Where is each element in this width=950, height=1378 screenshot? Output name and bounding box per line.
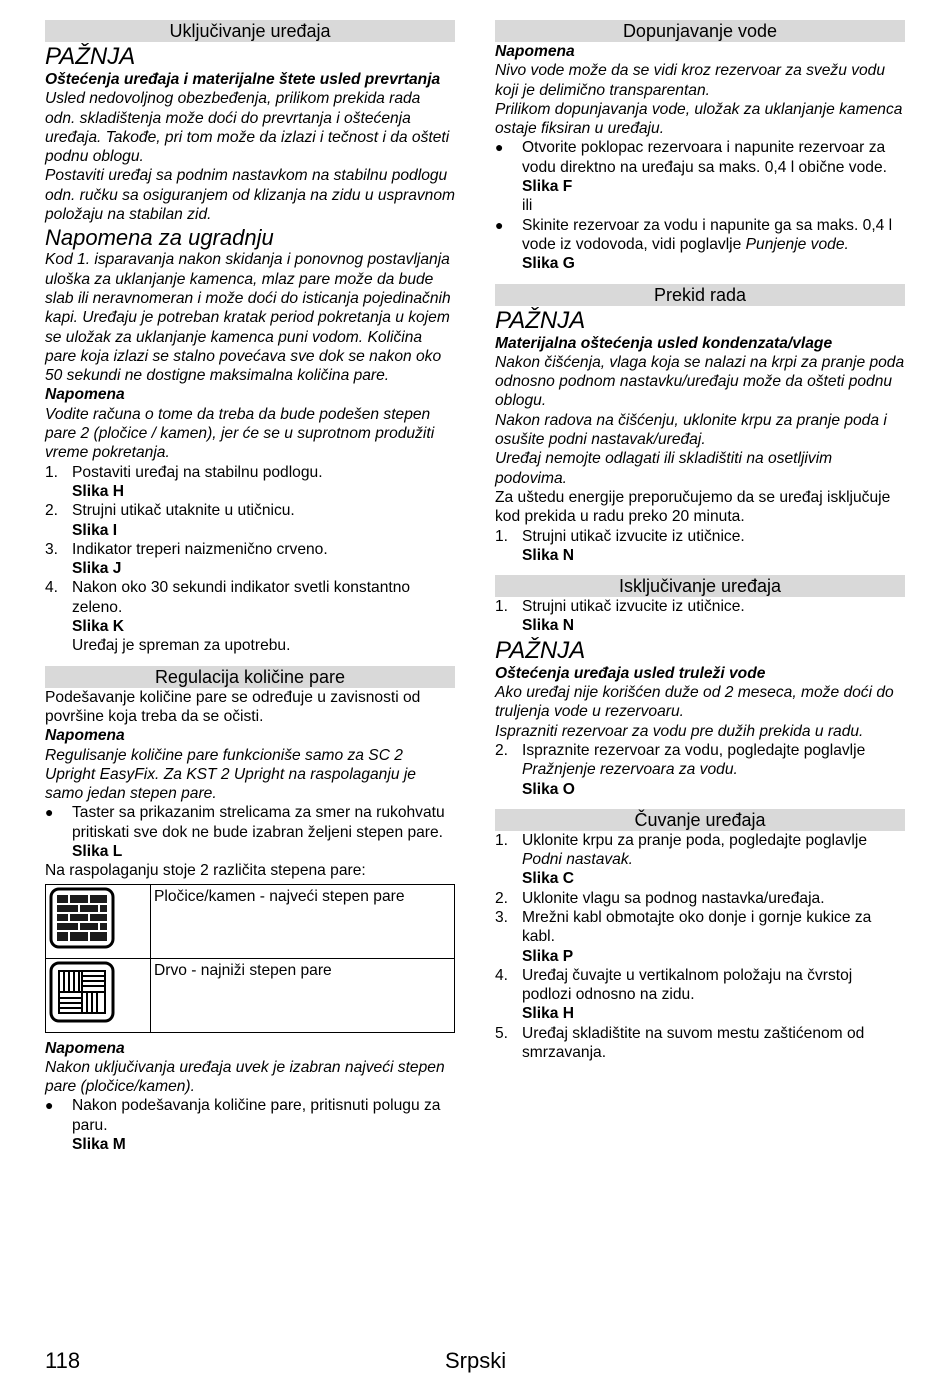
figure-ref: Slika L — [72, 842, 123, 860]
bullet-item: ● Taster sa prikazanim strelicama za smer na rukohvatu pritiskati sve dok ne bude izabran željeni stepen pare. Slika L — [45, 803, 455, 861]
figure-ref: Slika M — [72, 1136, 126, 1154]
section-heading-switch-on: Uključivanje uređaja — [45, 20, 455, 42]
right-column — [495, 20, 905, 1062]
note-label: Napomena — [45, 1039, 125, 1057]
figure-ref: Slika P — [522, 947, 574, 965]
bullet-icon: ● — [495, 139, 504, 156]
figure-ref: Slika K — [72, 618, 125, 636]
warning-text: Uređaj nemojte odlagati ili skladištiti na osetljivim podovima. — [495, 450, 833, 487]
figure-ref: Slika I — [72, 521, 118, 539]
list-item: 1. Uklonite krpu za pranje poda, pogledajte poglavlje Podni nastavak. Slika C — [495, 831, 905, 889]
bullet-icon: ● — [45, 1097, 54, 1114]
figure-ref: Slika N — [522, 617, 575, 635]
paragraph: Za uštedu energije preporučujemo da se uređaj isključuje kod prekida u radu preko 20 minuta. — [495, 488, 891, 526]
list-item: 4. Nakon oko 30 sekundi indikator svetli konstantno zeleno. Slika K Uređaj je spreman za upotrebu. — [45, 578, 455, 655]
list-item: 3. Mrežni kabl obmotajte oko donje i gornje kukice za kabl. Slika P — [495, 908, 905, 966]
steam-levels-table — [45, 884, 455, 1033]
figure-ref: Slika H — [72, 482, 125, 500]
figure-ref: Slika F — [522, 178, 573, 196]
installation-note-heading: Napomena za ugradnju — [45, 225, 274, 251]
note-text: Vodite računa o tome da treba da bude podešen stepen pare 2 (pločice / kamen), jer će se u suprotnom produžiti vreme pokretanja. — [45, 405, 435, 462]
installation-note-text: Kod 1. isparavanja nakon skidanja i ponovnog postavljanja uloška za uklanjanje kamenca, mlaz pare može da bude slab ili neravnomeran i može doći do isticanja pojedinačnih kapi. Uređaju je potreban kratak period pokretanja u kojem se uložak za uklanjanje kamenca puni vodom. Količina pare koja izlazi se stalno povećava sve dok se nakon oko 50 sekundi ne dostigne maksimalna količina pare. — [45, 251, 451, 385]
section-heading-switch-off: Isključivanje uređaja — [495, 575, 905, 597]
note-text: Nivo vode može da se vidi kroz rezervoar za svežu vodu koji je delimično transparentan. — [495, 62, 886, 99]
note-label: Napomena — [495, 43, 575, 60]
warning-title: Materijalna oštećenja usled kondenzata/vlage — [495, 334, 833, 352]
tiles-stone-icon — [46, 884, 151, 958]
bullet-item: ● Skinite rezervoar za vodu i napunite ga sa maks. 0,4 l vode iz vodovoda, vidi poglavlje Punjenje vode. Slika G — [495, 216, 905, 274]
wood-icon — [46, 958, 151, 1032]
section-heading-storage: Čuvanje uređaja — [495, 809, 905, 831]
list-item: 3. Indikator treperi naizmenično crveno. Slika J — [45, 540, 455, 579]
paragraph: Podešavanje količine pare se određuje u zavisnosti od površine koja treba da se očisti. — [45, 688, 421, 725]
list-item: 2. Ispraznite rezervoar za vodu, pogledajte poglavlje Pražnjenje rezervoara za vodu. Slika O — [495, 741, 905, 799]
note-text: Nakon uključivanja uređaja uvek je izabran najveći stepen pare (pločice/kamen). — [45, 1058, 445, 1096]
warning-title: Oštećenja uređaja i materijalne štete usled prevrtanja — [45, 71, 441, 88]
bullet-item: ● Nakon podešavanja količine pare, pritisnuti polugu za paru. Slika M — [45, 1096, 455, 1154]
warning-heading: PAŽNJA — [45, 43, 136, 70]
list-item: 1. Strujni utikač izvucite iz utičnice. Slika N — [495, 597, 905, 636]
bullet-icon: ● — [495, 216, 504, 233]
note-text: Prilikom dopunjavanja vode, uložak za uklanjanje kamenca ostaje fiksiran u uređaju. — [495, 100, 903, 138]
figure-ref: Slika H — [522, 1005, 575, 1023]
paragraph: Na raspolaganju stoje 2 različita stepena pare: — [45, 862, 366, 880]
section-heading-steam-regulation: Regulacija količine pare — [45, 666, 455, 688]
table-row — [46, 958, 455, 1032]
page-language: Srpski — [445, 1348, 507, 1373]
note-label: Napomena — [45, 386, 125, 404]
figure-ref: Slika O — [522, 780, 575, 798]
left-column — [45, 20, 455, 1154]
warning-text: Isprazniti rezervoar za vodu pre dužih prekida u radu. — [495, 722, 864, 740]
note-text: Regulisanje količine pare funkcioniše samo za SC 2 Upright EasyFix. Za KST 2 Upright na raspolaganju je samo jedan stepen pare. — [45, 746, 416, 803]
level-description: Drvo - najniži stepen pare — [151, 958, 455, 1032]
warning-text: Nakon čišćenja, vlaga koja se nalazi na krpi za pranje poda odnosno podnom nastavku/uređaju može da ošteti podnu oblogu. — [495, 353, 905, 410]
warning-text: Usled nedovoljnog obezbeđenja, prilikom prekida rada odn. skladištenja može doći do prevrtanja i oštećenja uređaja. Takođe, pri tom može da izlazi i tečnost i da ošteti podnu oblogu. — [45, 90, 450, 166]
warning-heading: PAŽNJA — [495, 636, 586, 664]
bullet-item: ● Otvorite poklopac rezervoara i napunite rezervoar za vodu direktno na uređaju sa maks. 0,4 l obične vode. Slika F ili — [495, 138, 905, 215]
figure-ref: Slika C — [522, 870, 575, 888]
section-heading-work-pause: Prekid rada — [495, 284, 905, 306]
warning-text: Nakon radova na čišćenju, uklonite krpu za pranje poda i osušite podni nastavak/uređaj. — [495, 411, 887, 449]
figure-ref: Slika J — [72, 560, 122, 578]
list-item: 2. Strujni utikač utaknite u utičnicu. Slika I — [45, 501, 455, 540]
warning-heading: PAŽNJA — [495, 306, 586, 334]
figure-ref: Slika G — [522, 255, 575, 273]
list-item: 2. Uklonite vlagu sa podnog nastavka/uređaja. — [495, 889, 825, 907]
figure-ref: Slika N — [522, 546, 575, 564]
warning-title: Oštećenja uređaja usled truleži vode — [495, 664, 766, 682]
list-item: 4. Uređaj čuvajte u vertikalnom položaju na čvrstoj podlozi odnosno na zidu. Slika H — [495, 966, 905, 1024]
section-heading-refill-water: Dopunjavanje vode — [495, 20, 905, 42]
list-item: 1. Strujni utikač izvucite iz utičnice. Slika N — [495, 527, 905, 566]
warning-text: Ako uređaj nije korišćen duže od 2 meseca, može doći do truljenja vode u rezervoaru. — [495, 684, 894, 721]
list-item: 5. Uređaj skladištite na suvom mestu zaštićenom od smrzavanja. — [495, 1024, 865, 1062]
bullet-icon: ● — [45, 804, 54, 821]
warning-text: Postaviti uređaj sa podnim nastavkom na stabilnu podlogu odn. ručku sa osiguranjem od klizanja na zidu u uspravnom položaju na stabilan zid. — [45, 167, 455, 224]
level-description: Pločice/kamen - najveći stepen pare — [151, 884, 455, 958]
list-item: 1. Postaviti uređaj na stabilnu podlogu. Slika H — [45, 463, 455, 502]
note-label: Napomena — [45, 727, 125, 745]
page-number: 118 — [45, 1348, 81, 1373]
table-row — [46, 884, 455, 958]
